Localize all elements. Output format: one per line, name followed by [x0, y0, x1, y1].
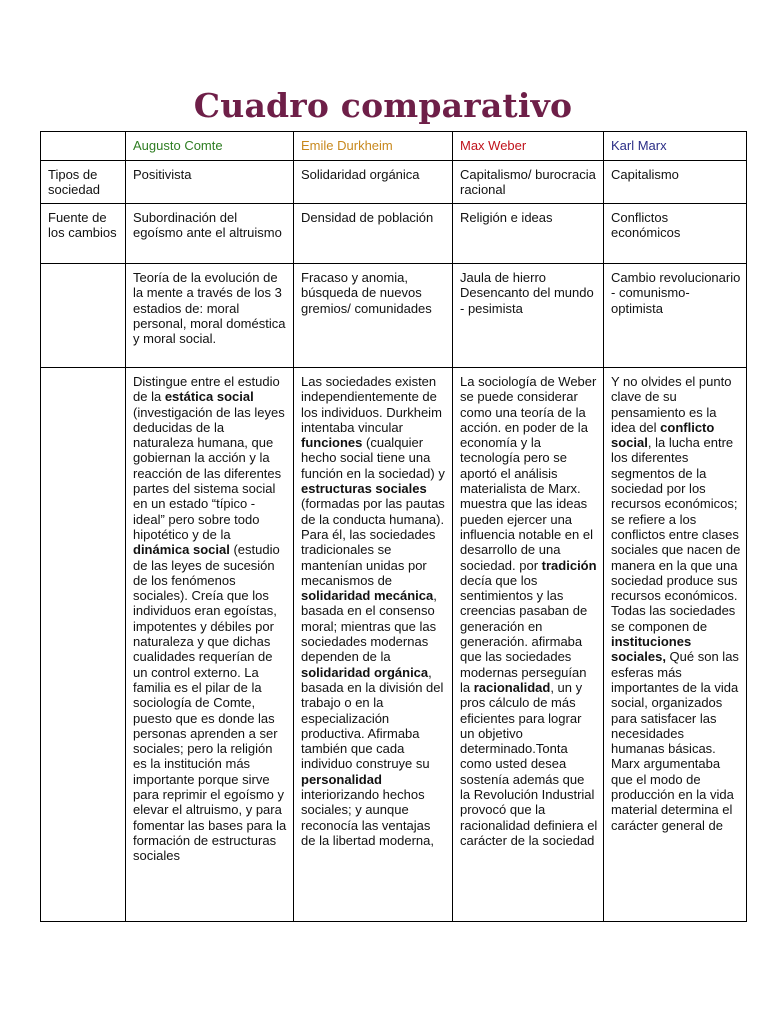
- table-cell: Positivista: [126, 161, 294, 204]
- table-row-long: [41, 368, 747, 922]
- rich-cell-weber: [453, 368, 604, 922]
- text-span: , basada en el consenso moral; mientras que las sociedades modernas dependen de la: [301, 588, 437, 665]
- table-cell: Cambio revolucionario - comunismo-optimista: [604, 264, 747, 368]
- text-span: , la lucha entre los diferentes segmentos de la sociedad por los recursos económicos; se refiere a los conflictos entre clases sociales que nacen de manera en la que una sociedad produce sus recursos económicos. Todas las sociedades se componen de: [611, 435, 741, 634]
- text-span: Qué son las esferas más importantes de la vida social, organizados para satisfacer las necesidades humanas básicas. Marx argumentaba que el modo de producción en la vida material determina el carácter general de: [611, 649, 739, 833]
- text-span: , basada en la división del trabajo o en la especialización productiva. Afirmaba también que cada individuo construye su: [301, 664, 444, 772]
- rich-cell-durkheim: [294, 368, 453, 922]
- text-span: La sociología de Weber se puede considerar como una teoría de la acción. en poder de la economía y la tecnología pero se aportó el análisis materialista de Marx. muestra que las ideas pueden ejercer una influencia notable en el desarrollo de una sociedad. por: [460, 374, 597, 573]
- table-row: [41, 204, 747, 264]
- row-label-fuente: Fuente de los cambios: [41, 204, 126, 264]
- table-cell: Teoría de la evolución de la mente a través de los 3 estadios de: moral personal, moral doméstica y moral social.: [126, 264, 294, 368]
- text-span: (estudio de las leyes de sucesión de los fenómenos sociales). Creía que los individuos eran egoístas, impotentes y débiles por naturaleza y que dichas cualidades requerían de un control externo. La familia es el pilar de la sociología de Comte, puesto que es donde las personas aprenden a ser sociales; pero la religión es la institución más importante porque sirve para reprimir el egoísmo y elevar el altruismo, y para fomentar las bases para la formación de estructuras sociales: [133, 542, 287, 864]
- text-span: , un y pros cálculo de más eficientes para lograr un objetivo determinado.Tonta como usted desea sostenía además que la Revolución Industrial provocó que la racionalidad definiera el carácter de la sociedad: [460, 679, 598, 848]
- text-span: Y no olvides el punto clave de su pensamiento es la idea del: [611, 374, 732, 435]
- comparison-table: [40, 131, 747, 922]
- text-span: decía que los sentimientos y las creencias pasaban de generación en generación. afirmaba que las sociedades modernas perseguían la: [460, 572, 588, 695]
- table-cell: Jaula de hierro Desencanto del mundo - pesimista: [453, 264, 604, 368]
- bold-term: funciones: [301, 435, 363, 451]
- bold-term: solidaridad orgánica: [301, 664, 429, 680]
- bold-term: solidaridad mecánica: [301, 588, 434, 604]
- table-cell: Capitalismo: [604, 161, 747, 204]
- table-cell: Solidaridad orgánica: [294, 161, 453, 204]
- table-cell: Capitalismo/ burocracia racional: [453, 161, 604, 204]
- table-row: [41, 161, 747, 204]
- rich-cell-marx: [604, 368, 747, 922]
- table-row: [41, 264, 747, 368]
- page-title: Cuadro comparativo: [193, 86, 573, 125]
- bold-term: estructuras sociales: [301, 481, 427, 497]
- text-span: (formadas por las pautas de la conducta humana). Para él, las sociedades tradicionales se mantenían unidas por mecanismos de: [301, 496, 445, 588]
- row-label-empty: [41, 264, 126, 368]
- header-weber: Max Weber: [453, 132, 604, 161]
- bold-term: personalidad: [301, 771, 382, 787]
- table-cell: Densidad de población: [294, 204, 453, 264]
- table-cell: Religión e ideas: [453, 204, 604, 264]
- bold-term: racionalidad: [473, 679, 551, 695]
- text-span: (investigación de las leyes deducidas de la naturaleza humana, que gobiernan la acción y la reacción de las diferentes partes del sistema social en un estado “típico - ideal” pero sobre todo hipotético y de la: [133, 404, 285, 542]
- table-cell: Fracaso y anomia, búsqueda de nuevos gremios/ comunidades: [294, 264, 453, 368]
- header-durkheim: Emile Durkheim: [294, 132, 453, 161]
- header-comte: Augusto Comte: [126, 132, 294, 161]
- bold-term: tradición: [541, 557, 597, 573]
- bold-term: conflicto social: [611, 419, 715, 451]
- table-cell: Conflictos económicos: [604, 204, 747, 264]
- row-label-long: [41, 368, 126, 922]
- text-span: (cualquier hecho social tiene una función en la sociedad) y: [301, 435, 445, 481]
- header-marx: Karl Marx: [604, 132, 747, 161]
- text-span: interiorizando hechos sociales; y aunque reconocía las ventajas de la libertad moderna,: [301, 787, 434, 848]
- text-span: Las sociedades existen independientemente de los individuos. Durkheim intentaba vincular: [301, 374, 442, 435]
- header-row: [41, 132, 747, 161]
- bold-term: dinámica social: [133, 542, 230, 558]
- table-cell: Subordinación del egoísmo ante el altruismo: [126, 204, 294, 264]
- row-label-tipos: Tipos de sociedad: [41, 161, 126, 204]
- bold-term: estática social: [164, 389, 254, 405]
- rich-cell-comte: [126, 368, 294, 922]
- bold-term: instituciones sociales,: [611, 634, 692, 665]
- text-span: Distingue entre el estudio de la: [133, 374, 280, 405]
- corner-cell: [41, 132, 126, 161]
